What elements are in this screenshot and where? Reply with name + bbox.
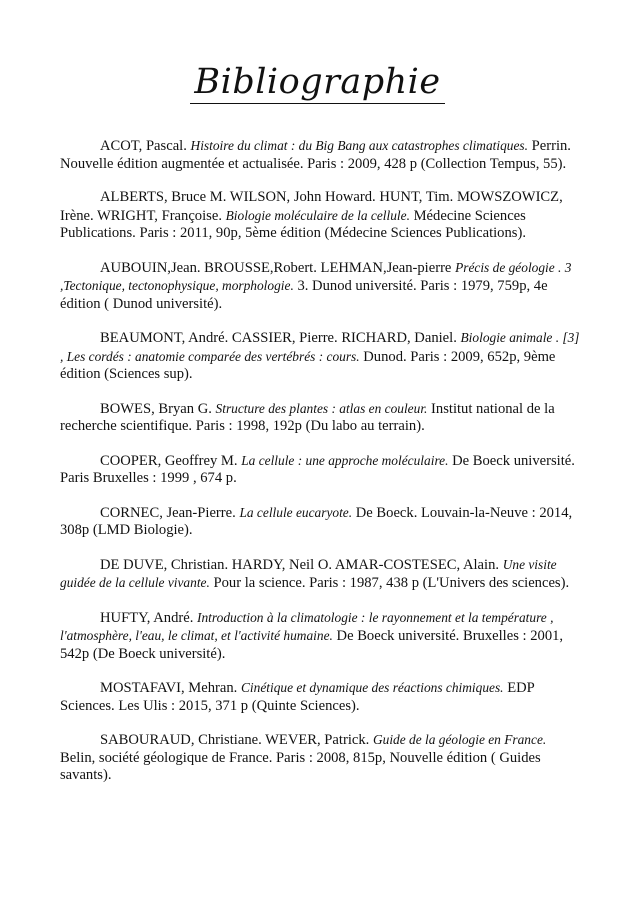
entry-title: Précis de géologie . 3 ,Tectonique, tectonophysique, morphologie. (60, 259, 572, 293)
page-header (0, 62, 635, 104)
entry-title: Histoire du climat : du Big Bang aux catastrophes climatiques. (190, 138, 528, 153)
entry-author: HUFTY, André. (100, 609, 198, 626)
entry-title: La cellule : une approche moléculaire. (241, 452, 449, 468)
entry-title: La cellule eucaryote. (239, 504, 353, 520)
bibliography-entry (60, 137, 580, 173)
bibliography-entry (60, 259, 580, 314)
entry-author: AUBOUIN,Jean. BROUSSE,Robert. LEHMAN,Jean-pierre (100, 259, 456, 276)
entry-publication-details: Belin, société géologique de France. Paris : 2008, 815p, Nouvelle édition ( Guides savants). (60, 749, 541, 783)
entry-publication-details: De Boeck université. Bruxelles : 2001, 542p (De Boeck université). (60, 628, 564, 662)
entry-publication-details: 3. Dunod université. Paris : 1979, 759p, 4e édition ( Dunod université). (60, 278, 548, 312)
entry-title: Cinétique et dynamique des réactions chimiques. (240, 680, 504, 695)
entry-publication-details: Dunod. Paris : 2009, 652p, 9ème édition (Sciences sup). (60, 348, 556, 382)
entry-author: MOSTAFAVI, Mehran. (100, 680, 241, 696)
bibliography-entry (60, 400, 580, 436)
entry-title: Guide de la géologie en France. (372, 732, 547, 747)
entry-publication-details: Pour la science. Paris : 1987, 438 p (L'Univers des sciences). (209, 575, 570, 591)
bibliography-entry (60, 609, 580, 664)
entry-author: BOWES, Bryan G. (100, 400, 216, 417)
bibliography-list (60, 137, 580, 801)
entry-publication-details: Institut national de la recherche scientifique. Paris : 1998, 192p (Du labo au terrain). (60, 400, 555, 434)
entry-publication-details: Perrin. Nouvelle édition augmentée et actualisée. Paris : 2009, 428 p (Collection Tempus, 55). (60, 138, 571, 172)
bibliography-entry (60, 452, 580, 488)
bibliography-entry (60, 731, 580, 785)
entry-author: SABOURAUD, Christiane. WEVER, Patrick. (100, 732, 373, 748)
entry-publication-details: De Boeck université. Paris Bruxelles : 1999 , 674 p. (60, 452, 575, 486)
entry-author: ACOT, Pascal. (100, 138, 191, 154)
entry-publication-details: EDP Sciences. Les Ulis : 2015, 371 p (Quinte Sciences). (60, 680, 535, 714)
entry-title: Introduction à la climatologie : le rayonnement et la température , l'atmosphère, l'eau, le climat, et l'activité humaine. (60, 609, 554, 643)
entry-author: COOPER, Geoffrey M. (100, 452, 242, 469)
bibliography-entry (60, 329, 580, 384)
entry-title: Biologie animale . [3] , Les cordés : anatomie comparée des vertébrés : cours. (60, 330, 580, 364)
bibliography-entry (60, 556, 580, 593)
page-title: Bibliographie (190, 62, 444, 104)
entry-author: CORNEC, Jean-Pierre. (100, 504, 240, 521)
entry-publication-details: De Boeck. Louvain-la-Neuve : 2014, 308p (LMD Biologie). (60, 504, 573, 538)
entry-title: Biologie moléculaire de la cellule. (225, 207, 410, 223)
entry-author: BEAUMONT, André. CASSIER, Pierre. RICHARD, Daniel. (100, 330, 461, 346)
entry-author: ALBERTS, Bruce M. WILSON, John Howard. HUNT, Tim. MOWSZOWICZ, Irène. WRIGHT, Françoise. (60, 189, 563, 224)
bibliography-entry (60, 504, 580, 540)
entry-title: Une visite guidée de la cellule vivante. (60, 556, 557, 590)
entry-author: DE DUVE, Christian. HARDY, Neil O. AMAR-COSTESEC, Alain. (100, 556, 503, 573)
bibliography-entry (60, 679, 580, 715)
bibliography-entry (60, 189, 580, 243)
entry-publication-details: Médecine Sciences Publications. Paris : 2011, 90p, 5ème édition (Médecine Sciences Publications). (60, 207, 526, 241)
entry-title: Structure des plantes : atlas en couleur. (215, 400, 428, 416)
